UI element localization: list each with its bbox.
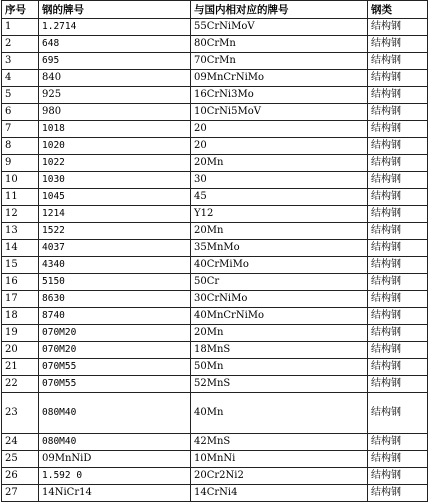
steel-grade-table (1, 0, 428, 502)
header-row (2, 1, 428, 19)
cell-no: 3 (2, 53, 39, 70)
table-row (2, 87, 428, 104)
cell-kind: 结构钢 (368, 53, 428, 70)
cell-no: 4 (2, 70, 39, 87)
cell-grade: 4340 (39, 257, 191, 274)
cell-kind: 结构钢 (368, 274, 428, 291)
cell-kind: 结构钢 (368, 359, 428, 376)
cell-kind: 结构钢 (368, 155, 428, 172)
cell-cn-grade: 30CrNiMo (191, 291, 368, 308)
cell-no: 22 (2, 376, 39, 393)
table-row (2, 257, 428, 274)
cell-cn-grade: 42MnS (191, 434, 368, 451)
cell-no: 23 (2, 393, 39, 434)
cell-kind: 结构钢 (368, 468, 428, 485)
cell-no: 26 (2, 468, 39, 485)
table-row (2, 70, 428, 87)
cell-no: 18 (2, 308, 39, 325)
cell-kind: 结构钢 (368, 325, 428, 342)
cell-cn-grade: 20 (191, 138, 368, 155)
cell-kind: 结构钢 (368, 291, 428, 308)
cell-no: 25 (2, 451, 39, 468)
cell-no: 2 (2, 36, 39, 53)
cell-cn-grade: 40MnCrNiMo (191, 308, 368, 325)
table-row (2, 19, 428, 36)
cell-kind: 结构钢 (368, 434, 428, 451)
cell-grade: 14NiCr14 (39, 485, 191, 502)
cell-cn-grade: 50Cr (191, 274, 368, 291)
header-kind: 钢类 (368, 1, 428, 19)
cell-kind: 结构钢 (368, 485, 428, 502)
cell-grade: 1020 (39, 138, 191, 155)
cell-no: 14 (2, 240, 39, 257)
table-row (2, 104, 428, 121)
cell-grade: 1.592 0 (39, 468, 191, 485)
cell-no: 24 (2, 434, 39, 451)
cell-kind: 结构钢 (368, 36, 428, 53)
cell-no: 13 (2, 223, 39, 240)
cell-kind: 结构钢 (368, 240, 428, 257)
cell-cn-grade: 50Mn (191, 359, 368, 376)
cell-grade: 1.2714 (39, 19, 191, 36)
cell-kind: 结构钢 (368, 121, 428, 138)
cell-kind: 结构钢 (368, 308, 428, 325)
cell-kind: 结构钢 (368, 223, 428, 240)
cell-cn-grade: Y12 (191, 206, 368, 223)
table-row (2, 485, 428, 502)
cell-grade: 1022 (39, 155, 191, 172)
cell-no: 17 (2, 291, 39, 308)
table-row (2, 342, 428, 359)
cell-no: 15 (2, 257, 39, 274)
cell-grade: 1018 (39, 121, 191, 138)
cell-cn-grade: 52MnS (191, 376, 368, 393)
table-row (2, 206, 428, 223)
cell-no: 11 (2, 189, 39, 206)
cell-cn-grade: 10CrNi5MoV (191, 104, 368, 121)
cell-cn-grade: 18MnS (191, 342, 368, 359)
cell-kind: 结构钢 (368, 138, 428, 155)
cell-no: 7 (2, 121, 39, 138)
header-cn-grade: 与国内相对应的牌号 (191, 1, 368, 19)
cell-grade: 980 (39, 104, 191, 121)
cell-kind: 结构钢 (368, 257, 428, 274)
cell-cn-grade: 55CrNiMoV (191, 19, 368, 36)
cell-cn-grade: 30 (191, 172, 368, 189)
cell-cn-grade: 14CrNi4 (191, 485, 368, 502)
cell-no: 6 (2, 104, 39, 121)
cell-no: 8 (2, 138, 39, 155)
cell-cn-grade: 40CrMiMo (191, 257, 368, 274)
cell-cn-grade: 45 (191, 189, 368, 206)
table-row (2, 274, 428, 291)
cell-kind: 结构钢 (368, 172, 428, 189)
cell-cn-grade: 20Mn (191, 155, 368, 172)
cell-grade: 8630 (39, 291, 191, 308)
table-row (2, 189, 428, 206)
cell-grade: 070M55 (39, 359, 191, 376)
cell-grade: 080M40 (39, 393, 191, 434)
table-row (2, 308, 428, 325)
cell-cn-grade: 20Mn (191, 223, 368, 240)
cell-kind: 结构钢 (368, 206, 428, 223)
cell-grade: 070M20 (39, 325, 191, 342)
cell-kind: 结构钢 (368, 342, 428, 359)
header-no: 序号 (2, 1, 39, 19)
cell-grade: 648 (39, 36, 191, 53)
cell-kind: 结构钢 (368, 393, 428, 434)
table-row (2, 223, 428, 240)
cell-grade: 695 (39, 53, 191, 70)
table-body (2, 19, 428, 502)
cell-cn-grade: 10MnNi (191, 451, 368, 468)
cell-kind: 结构钢 (368, 70, 428, 87)
cell-grade: 080M40 (39, 434, 191, 451)
cell-grade: 1522 (39, 223, 191, 240)
cell-grade: 925 (39, 87, 191, 104)
cell-cn-grade: 20 (191, 121, 368, 138)
cell-grade: 1045 (39, 189, 191, 206)
cell-kind: 结构钢 (368, 451, 428, 468)
table-row (2, 121, 428, 138)
cell-no: 5 (2, 87, 39, 104)
cell-no: 20 (2, 342, 39, 359)
cell-kind: 结构钢 (368, 104, 428, 121)
cell-cn-grade: 20Mn (191, 325, 368, 342)
cell-grade: 070M20 (39, 342, 191, 359)
table-row (2, 376, 428, 393)
cell-cn-grade: 35MnMo (191, 240, 368, 257)
cell-cn-grade: 80CrMn (191, 36, 368, 53)
table-row (2, 240, 428, 257)
cell-no: 10 (2, 172, 39, 189)
cell-grade: 09MnNiD (39, 451, 191, 468)
cell-grade: 840 (39, 70, 191, 87)
table-row (2, 36, 428, 53)
table-row (2, 53, 428, 70)
cell-kind: 结构钢 (368, 189, 428, 206)
cell-grade: 4037 (39, 240, 191, 257)
cell-grade: 1214 (39, 206, 191, 223)
cell-no: 9 (2, 155, 39, 172)
cell-grade: 070M55 (39, 376, 191, 393)
table-row (2, 451, 428, 468)
cell-cn-grade: 70CrMn (191, 53, 368, 70)
table-row (2, 155, 428, 172)
cell-kind: 结构钢 (368, 19, 428, 36)
cell-kind: 结构钢 (368, 376, 428, 393)
cell-cn-grade: 16CrNi3Mo (191, 87, 368, 104)
cell-cn-grade: 20Cr2Ni2 (191, 468, 368, 485)
table-row (2, 393, 428, 434)
cell-cn-grade: 09MnCrNiMo (191, 70, 368, 87)
header-grade: 钢的牌号 (39, 1, 191, 19)
table-row (2, 291, 428, 308)
cell-grade: 8740 (39, 308, 191, 325)
cell-grade: 5150 (39, 274, 191, 291)
cell-no: 16 (2, 274, 39, 291)
table-row (2, 138, 428, 155)
table-row (2, 325, 428, 342)
cell-grade: 1030 (39, 172, 191, 189)
cell-no: 19 (2, 325, 39, 342)
cell-no: 1 (2, 19, 39, 36)
table-row (2, 359, 428, 376)
cell-no: 12 (2, 206, 39, 223)
cell-no: 27 (2, 485, 39, 502)
cell-kind: 结构钢 (368, 87, 428, 104)
cell-no: 21 (2, 359, 39, 376)
table-row (2, 434, 428, 451)
table-row (2, 172, 428, 189)
cell-cn-grade: 40Mn (191, 393, 368, 434)
table-row (2, 468, 428, 485)
